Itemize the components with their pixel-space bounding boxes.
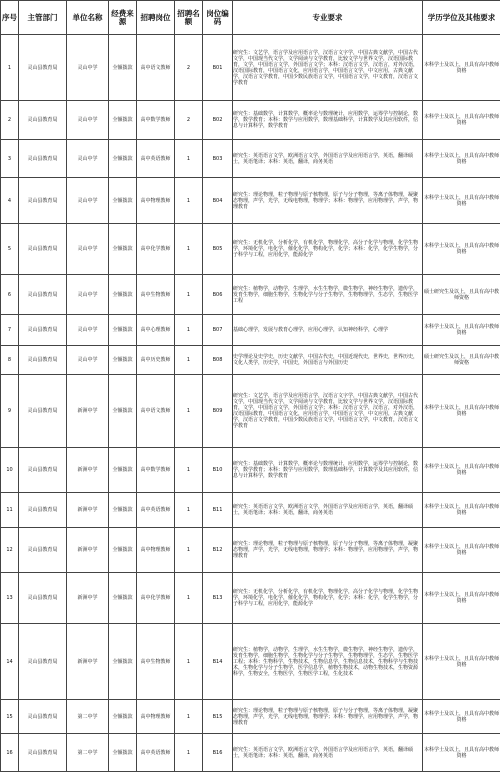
department-cell: 灵山县教育局 [19,375,67,448]
table-row [1,624,500,700]
degree-requirements-cell: 本科学士及以上，且具有高中教师资格 [423,573,500,624]
quota-cell: 1 [175,346,203,375]
major-requirements-cell: 研究生：英语语言文学，欧洲语言文学，外国语言学及应用语言学，英语，翻译硕士，英语笔译；本科：英语，翻译，商务英语 [233,734,423,772]
table-row [1,528,500,573]
major-requirements-cell: 研究生：植物学，动物学，生理学，水生生物学，微生物学，神经生物学，遗传学，发育生物学，细胞生物学，生物化学与分子生物学，生物物理学，生态学，生物医学工程 [233,275,423,315]
unit-cell: 新洲中学 [67,493,109,528]
degree-requirements-cell: 本科学士及以上，且具有高中教师资格 [423,101,500,140]
degree-requirements-cell: 本科学士及以上，且具有高中教师资格 [423,315,500,346]
funding-cell: 全额拨款 [109,346,137,375]
funding-cell: 全额拨款 [109,734,137,772]
quota-cell: 1 [175,528,203,573]
post-cell: 高中英语教师 [137,140,175,178]
table-row [1,375,500,448]
funding-cell: 全额拨款 [109,624,137,700]
header-funding: 经费来源 [109,1,137,35]
degree-requirements-cell: 硕士研究生及以上，且具有高中教师资格 [423,346,500,375]
degree-requirements-cell: 本科学士及以上，且具有高中教师资格 [423,178,500,224]
post-code-cell: B11 [203,493,233,528]
post-cell: 高中化学教师 [137,573,175,624]
row-index: 8 [1,346,19,375]
post-cell: 高中历史教师 [137,346,175,375]
header-degree-requirements: 学历学位及其他要求 [423,1,500,35]
department-cell: 灵山县教育局 [19,700,67,734]
major-requirements-cell: 研究生：无机化学，分析化学，有机化学，物理化学，高分子化学与物理，化学生物学，环境化学，电化学，催化化学，物构化学，化学；本科：化学，化学生物学，分子科学与工程，应用化学，能源化学 [233,224,423,275]
degree-requirements-cell: 本科学士及以上，且具有高中教师资格 [423,375,500,448]
unit-cell: 灵山中学 [67,346,109,375]
funding-cell: 全额拨款 [109,140,137,178]
table-row [1,573,500,624]
post-code-cell: B09 [203,375,233,448]
post-code-cell: B04 [203,178,233,224]
major-requirements-cell: 研究生：植物学，动物学，生理学，水生生物学，微生物学，神经生物学，遗传学，发育生物学，细胞生物学，生物化学与分子生物学，生物物理学，生态学，生物医学工程；本科：生物科学，生物技术，生物信息学，生物信息技术，生物科学与生物技术，生物化学与分子生物学，医学信息学，植物生物技术，动物生物技术，生物资源科学，生物安全，生物医学，生物医学工程，生化技术 [233,624,423,700]
unit-cell: 新洲中学 [67,448,109,493]
post-cell: 高中心理教师 [137,315,175,346]
unit-cell: 灵山中学 [67,140,109,178]
post-code-cell: B01 [203,35,233,101]
post-code-cell: B07 [203,315,233,346]
row-index: 7 [1,315,19,346]
major-requirements-cell: 研究生：基础数学，计算数学，概率论与数理统计，应用数学，运筹学与控制论，数学，数学教育；本科：数学与应用数学，数理基础科学，计算数学及其应用软件，信息与计算科学，数学教育 [233,448,423,493]
funding-cell: 全额拨款 [109,35,137,101]
funding-cell: 全额拨款 [109,700,137,734]
major-requirements-cell: 研究生：基础数学，计算数学，概率论与数理统计，应用数学，运筹学与控制论，数学，数学教育；本科：数学与应用数学，数理基础科学，计算数学及其应用软件，信息与计算科学，数学教育 [233,101,423,140]
degree-requirements-cell: 硕士研究生及以上，且具有高中教师资格 [423,275,500,315]
unit-cell: 新洲中学 [67,624,109,700]
post-code-cell: B05 [203,224,233,275]
department-cell: 灵山县教育局 [19,624,67,700]
header-row [1,1,500,35]
department-cell: 灵山县教育局 [19,275,67,315]
department-cell: 灵山县教育局 [19,573,67,624]
row-index: 15 [1,700,19,734]
row-index: 16 [1,734,19,772]
funding-cell: 全额拨款 [109,224,137,275]
header-post: 招聘岗位 [137,1,175,35]
unit-cell: 灵山中学 [67,275,109,315]
post-cell: 高中生物教师 [137,624,175,700]
table-row [1,140,500,178]
quota-cell: 1 [175,493,203,528]
table-row [1,700,500,734]
department-cell: 灵山县教育局 [19,315,67,346]
post-cell: 高中数学教师 [137,448,175,493]
table-row [1,346,500,375]
post-cell: 高中语文教师 [137,375,175,448]
table-row [1,315,500,346]
post-cell: 高中物理教师 [137,700,175,734]
major-requirements-cell: 基础心理学，发展与教育心理学，应用心理学，认知神经科学，心理学 [233,315,423,346]
funding-cell: 全额拨款 [109,101,137,140]
row-index: 11 [1,493,19,528]
table-body [1,35,500,772]
table-row [1,448,500,493]
unit-cell: 第二中学 [67,734,109,772]
table-row [1,224,500,275]
major-requirements-cell: 研究生：英语语言文学，欧洲语言文学，外国语言学及应用语言学，英语，翻译硕士，英语笔译；本科：英语，翻译，商务英语 [233,140,423,178]
department-cell: 灵山县教育局 [19,140,67,178]
major-requirements-cell: 研究生：英语语言文学，欧洲语言文学，外国语言学及应用语言学，英语，翻译硕士，英语笔译；本科：英语，翻译，商务英语 [233,493,423,528]
quota-cell: 2 [175,101,203,140]
quota-cell: 1 [175,315,203,346]
row-index: 5 [1,224,19,275]
funding-cell: 全额拨款 [109,178,137,224]
department-cell: 灵山县教育局 [19,178,67,224]
funding-cell: 全额拨款 [109,275,137,315]
row-index: 10 [1,448,19,493]
post-code-cell: B02 [203,101,233,140]
unit-cell: 新洲中学 [67,528,109,573]
quota-cell: 1 [175,573,203,624]
header-post-code: 岗位编码 [203,1,233,35]
post-code-cell: B15 [203,700,233,734]
quota-cell: 1 [175,375,203,448]
row-index: 6 [1,275,19,315]
quota-cell: 1 [175,275,203,315]
degree-requirements-cell: 本科学士及以上，且具有高中教师资格 [423,700,500,734]
row-index: 14 [1,624,19,700]
funding-cell: 全额拨款 [109,315,137,346]
quota-cell: 2 [175,35,203,101]
post-code-cell: B03 [203,140,233,178]
funding-cell: 全额拨款 [109,375,137,448]
post-code-cell: B10 [203,448,233,493]
department-cell: 灵山县教育局 [19,448,67,493]
funding-cell: 全额拨款 [109,528,137,573]
major-requirements-cell: 史学理论及史学史，历史文献学，中国古代史，中国近现代史，世界史，世界历史，文化人类学，历史学，中国史，外国语言与外国历史 [233,346,423,375]
quota-cell: 1 [175,224,203,275]
department-cell: 灵山县教育局 [19,493,67,528]
header-major-requirements: 专业要求 [233,1,423,35]
quota-cell: 1 [175,624,203,700]
table-row [1,493,500,528]
unit-cell: 新洲中学 [67,573,109,624]
major-requirements-cell: 研究生：无机化学，分析化学，有机化学，物理化学，高分子化学与物理，化学生物学，环境化学，电化学，催化化学，物构化学，化学；本科：化学，化学生物学，分子科学与工程，应用化学，能源化学 [233,573,423,624]
unit-cell: 灵山中学 [67,178,109,224]
degree-requirements-cell: 本科学士及以上，且具有高中教师资格 [423,493,500,528]
header-index: 序号 [1,1,19,35]
post-code-cell: B14 [203,624,233,700]
header-department: 主管部门 [19,1,67,35]
post-cell: 高中语文教师 [137,35,175,101]
post-code-cell: B12 [203,528,233,573]
post-code-cell: B06 [203,275,233,315]
table-row [1,101,500,140]
funding-cell: 全额拨款 [109,448,137,493]
header-unit: 单位名称 [67,1,109,35]
unit-cell: 第二中学 [67,700,109,734]
post-cell: 高中数学教师 [137,101,175,140]
table-row [1,35,500,101]
major-requirements-cell: 研究生：理论物理，粒子物理与原子核物理，原子与分子物理，等离子体物理，凝聚态物理，声学，光学，无线电物理，物理学；本科：物理学，应用物理学，声学，物理教育 [233,700,423,734]
degree-requirements-cell: 本科学士及以上，且具有高中教师资格 [423,624,500,700]
post-cell: 高中英语教师 [137,493,175,528]
row-index: 2 [1,101,19,140]
degree-requirements-cell: 本科学士及以上，且具有高中教师资格 [423,35,500,101]
post-cell: 高中物理教师 [137,528,175,573]
post-code-cell: B08 [203,346,233,375]
post-code-cell: B13 [203,573,233,624]
unit-cell: 灵山中学 [67,315,109,346]
row-index: 12 [1,528,19,573]
department-cell: 灵山县教育局 [19,734,67,772]
major-requirements-cell: 研究生：理论物理，粒子物理与原子核物理，原子与分子物理，等离子体物理，凝聚态物理，声学，光学，无线电物理，物理学；本科：物理学，应用物理学，声学，物理教育 [233,178,423,224]
unit-cell: 灵山中学 [67,224,109,275]
row-index: 1 [1,35,19,101]
degree-requirements-cell: 本科学士及以上，且具有高中教师资格 [423,140,500,178]
post-cell: 高中化学教师 [137,224,175,275]
post-cell: 高中生物教师 [137,275,175,315]
quota-cell: 1 [175,448,203,493]
funding-cell: 全额拨款 [109,493,137,528]
department-cell: 灵山县教育局 [19,346,67,375]
unit-cell: 灵山中学 [67,35,109,101]
quota-cell: 1 [175,734,203,772]
degree-requirements-cell: 本科学士及以上，且具有高中教师资格 [423,734,500,772]
row-index: 9 [1,375,19,448]
major-requirements-cell: 研究生：理论物理，粒子物理与原子核物理，原子与分子物理，等离子体物理，凝聚态物理，声学，光学，无线电物理，物理学；本科：物理学，应用物理学，声学，物理教育 [233,528,423,573]
major-requirements-cell: 研究生：文艺学，语言学及应用语言学，汉语言文字学，中国古典文献学，中国古代文学，中国现当代文学，文学阅读与文学教育，比较文学与世界文学，汉语国际教育，文学，中国语言文学，外国语言文学；本科：汉语言文学，汉语言，对外汉语，汉语国际教育，中国语言文化，应用语言学，中国语言文学，中文应用，古典文献学，汉语言文学教育，中国少数民族语言文学，中国语言文学，中文教育，汉语言文学教育 [233,375,423,448]
post-cell: 高中物理教师 [137,178,175,224]
department-cell: 灵山县教育局 [19,528,67,573]
quota-cell: 1 [175,178,203,224]
table-row [1,734,500,772]
header-quota: 招聘名额 [175,1,203,35]
degree-requirements-cell: 本科学士及以上，且具有高中教师资格 [423,448,500,493]
row-index: 13 [1,573,19,624]
degree-requirements-cell: 本科学士及以上，且具有高中教师资格 [423,224,500,275]
table-row [1,275,500,315]
row-index: 3 [1,140,19,178]
funding-cell: 全额拨款 [109,573,137,624]
department-cell: 灵山县教育局 [19,101,67,140]
quota-cell: 1 [175,700,203,734]
quota-cell: 1 [175,140,203,178]
post-code-cell: B16 [203,734,233,772]
unit-cell: 新洲中学 [67,375,109,448]
table-row [1,178,500,224]
post-cell: 高中英语教师 [137,734,175,772]
major-requirements-cell: 研究生：文艺学，语言学及应用语言学，汉语言文字学，中国古典文献学，中国古代文学，中国现当代文学，文学阅读与文学教育，比较文学与世界文学，汉语国际教育，文学，中国语言文学，外国语言文学；本科：汉语言文学，汉语言，对外汉语，汉语国际教育，中国语言文化，应用语言学，中国语言文学，中文应用，古典文献学，汉语言文学教育，中国少数民族语言文学，中国语言文学，中文教育，汉语言文学教育 [233,35,423,101]
department-cell: 灵山县教育局 [19,35,67,101]
department-cell: 灵山县教育局 [19,224,67,275]
row-index: 4 [1,178,19,224]
degree-requirements-cell: 本科学士及以上，且具有高中教师资格 [423,528,500,573]
unit-cell: 灵山中学 [67,101,109,140]
